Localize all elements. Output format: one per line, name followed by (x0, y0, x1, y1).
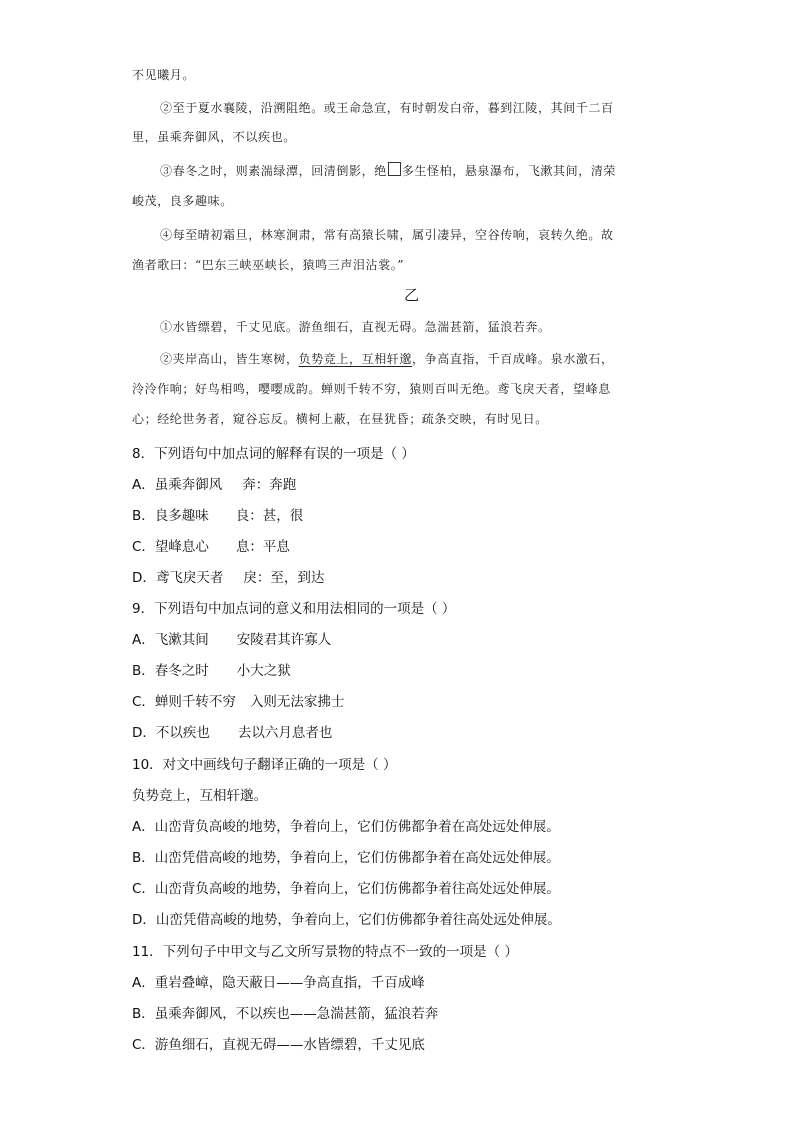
q10-quoted-sentence: 负势竞上，互相轩邈。 (132, 788, 267, 804)
q10-option-d: D．山峦凭借高峻的地势，争着向上，它们仿佛都争着往高处远处伸展。 (132, 912, 561, 928)
q11-option-c: C．游鱼细石，直视无碍——水皆缥碧，千丈见底 (132, 1037, 425, 1053)
passage-line (160, 350, 690, 367)
question-11: 11．下列句子中甲文与乙文所写景物的特点不一致的一项是（ ） (132, 944, 518, 960)
passage-line: 泠泠作响；好鸟相鸣，嘤嘤成韵。蝉则千转不穷，猿则百叫无绝。鸢飞戾天者，望峰息 (132, 382, 611, 396)
missing-char-box (388, 162, 401, 176)
passage-line: 心；经纶世务者，窥谷忘反。横柯上蔽，在昼犹昏；疏条交映，有时见日。 (132, 412, 548, 426)
q10-option-a: A．山峦背负高峻的地势，争着向上，它们仿佛都争着在高处远处伸展。 (132, 819, 560, 835)
q8-option-d: D．鸢飞戾天者 戾：至，到达 (132, 570, 325, 586)
passage-line (160, 162, 690, 179)
passage-line: ④每至晴初霜旦，林寒涧肃，常有高猿长啸，属引凄异，空谷传响，哀转久绝。故 (160, 228, 614, 242)
passage-line: 不见曦月。 (132, 68, 196, 82)
q10-option-b: B．山峦凭借高峻的地势，争着向上，它们仿佛都争着在高处远处伸展。 (132, 850, 560, 866)
passage-line: ①水皆缥碧，千丈见底。游鱼细石，直视无碍。急湍甚箭，猛浪若奔。 (160, 320, 551, 334)
passage-heading-yi: 乙 (404, 286, 420, 304)
question-9: 9．下列语句中加点词的意义和用法相同的一项是（ ） (132, 601, 456, 617)
q11-option-b: B．虽乘奔御风，不以疾也——急湍甚箭，猛浪若奔 (132, 1006, 439, 1022)
passage-line: 里，虽乘奔御风，不以疾也。 (132, 130, 296, 144)
q9-option-d: D．不以疾也 去以六月息者也 (132, 725, 333, 741)
question-8: 8．下列语句中加点词的解释有误的一项是（ ） (132, 446, 415, 462)
passage-line: 渔者歌曰：“巴东三峡巫峡长，猿鸣三声泪沾裳。” (132, 258, 405, 272)
q11-option-a: A．重岩叠嶂，隐天蔽日——争高直指，千百成峰 (132, 975, 425, 991)
underlined-sentence: 负势竞上，互相轩邈 (298, 352, 413, 366)
passage-text: ②夹岸高山，皆生寒树， (160, 352, 299, 366)
q9-option-c: C．蝉则千转不穷 入则无法家拂士 (132, 694, 345, 710)
q10-option-c: C．山峦背负高峻的地势，争着向上，它们仿佛都争着往高处远处伸展。 (132, 881, 560, 897)
q8-option-b: B．良多趣味 良：甚，很 (132, 508, 304, 524)
q8-option-c: C．望峰息心 息：平息 (132, 539, 290, 555)
passage-text: ③春冬之时，则素湍绿潭，回清倒影，绝 (160, 164, 387, 178)
q9-option-a: A．飞漱其间 安陵君其许寡人 (132, 632, 332, 648)
question-10: 10．对文中画线句子翻译正确的一项是（ ） (132, 757, 397, 773)
q9-option-b: B．春冬之时 小大之狱 (132, 663, 291, 679)
passage-line: ②至于夏水襄陵，沿溯阻绝。或王命急宣，有时朝发白帝，暮到江陵，其间千二百 (160, 101, 614, 115)
passage-line: 峻茂，良多趣味。 (132, 194, 233, 208)
passage-text: ，争高直指，千百成峰。泉水激石， (412, 352, 614, 366)
q8-option-a: A．虽乘奔御风 奔：奔跑 (132, 477, 297, 493)
passage-text: 多生怪柏，悬泉瀑布，飞漱其间，清荣 (401, 164, 617, 178)
